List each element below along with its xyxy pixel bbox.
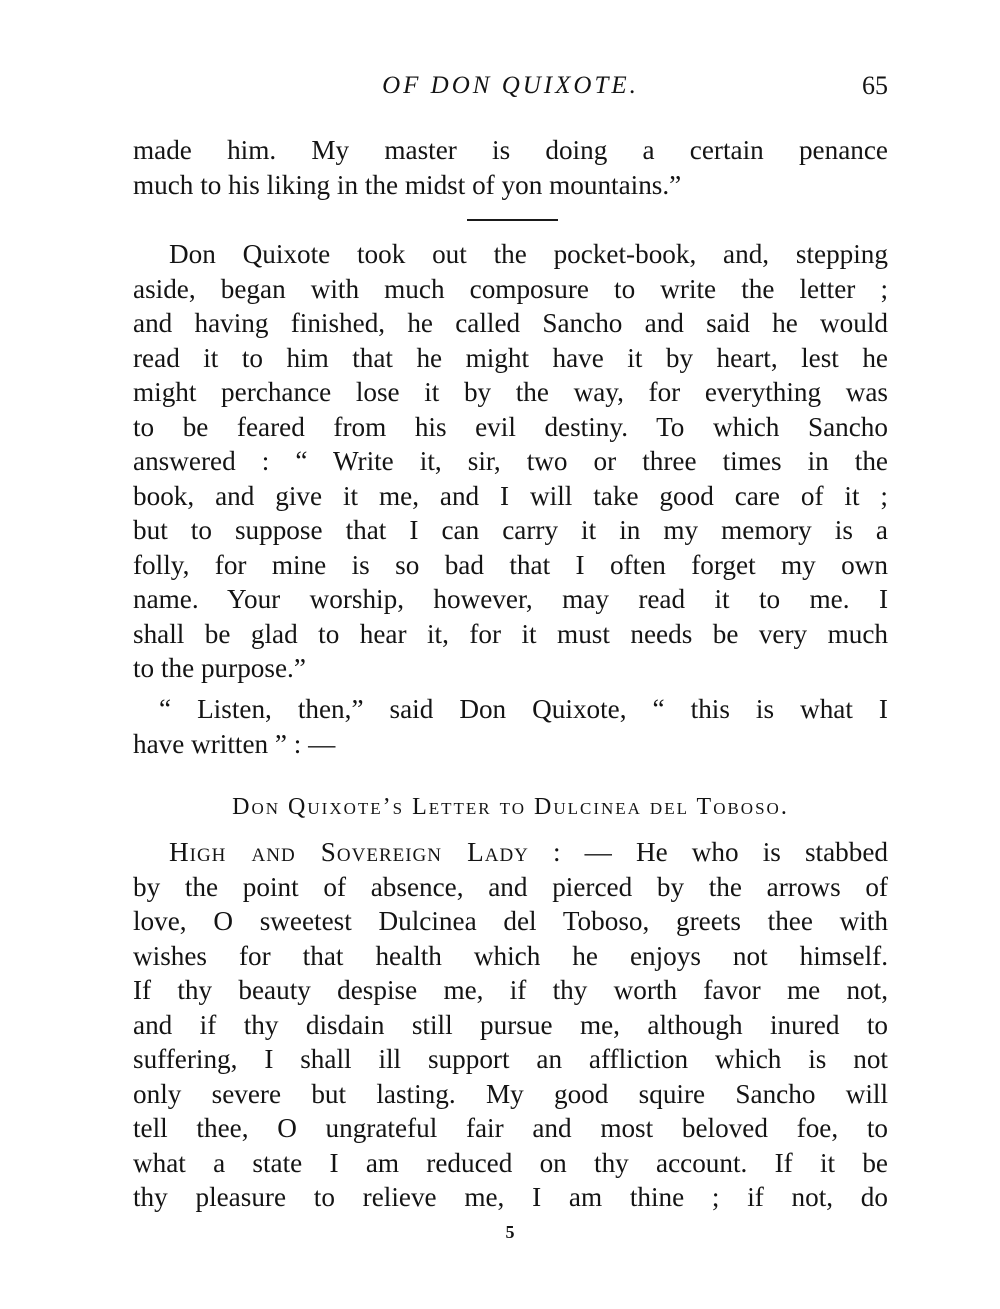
page-number: 65 bbox=[862, 71, 888, 100]
text-line: what a state I am reduced on thy account. If it be bbox=[133, 1147, 888, 1178]
text-line: made him. My master is doing a certain penance bbox=[133, 135, 888, 165]
text-line: by the point of absence, and pierced by the arrows of bbox=[133, 871, 888, 902]
text-line: much to his liking in the midst of yon mountains.” bbox=[133, 169, 682, 200]
letter-first-line bbox=[133, 835, 888, 870]
text-line: and if thy disdain still pursue me, although inured to bbox=[133, 1009, 888, 1040]
letter-body bbox=[133, 835, 888, 1215]
text-line: only severe but lasting. My good squire Sancho will bbox=[133, 1078, 888, 1109]
text-line: suffering, I shall ill support an affliction which is not bbox=[133, 1044, 888, 1074]
text-line: “ Listen, then,” said Don Quixote, “ this is what I bbox=[159, 694, 888, 724]
text-line: have written ” : — bbox=[133, 728, 336, 759]
text-line: If thy beauty despise me, if thy worth favor me not, bbox=[133, 975, 888, 1005]
paragraph-continued bbox=[133, 133, 888, 202]
text-line: tell thee, O ungrateful fair and most beloved foe, to bbox=[133, 1113, 888, 1143]
text-line: thy pleasure to relieve me, I am thine ; if not, do bbox=[133, 1182, 888, 1212]
text-line: answered : “ Write it, sir, two or three times in the bbox=[133, 446, 888, 476]
text-line: name. Your worship, however, may read it to me. I bbox=[133, 584, 888, 614]
text-line: shall be glad to hear it, for it must needs be very much bbox=[133, 618, 888, 649]
text-line: aside, began with much composure to write the letter ; bbox=[133, 273, 888, 304]
text-line: book, and give it me, and I will take good care of it ; bbox=[133, 480, 888, 511]
paragraph-listen bbox=[133, 692, 888, 761]
text-line: but to suppose that I can carry it in my memory is a bbox=[133, 515, 888, 545]
text-line: to be feared from his evil destiny. To which Sancho bbox=[133, 411, 888, 442]
section-divider bbox=[467, 219, 558, 221]
paragraph-letter-intro bbox=[133, 237, 888, 686]
text-line: read it to him that he might have it by heart, lest he bbox=[133, 342, 888, 373]
signature-mark: 5 bbox=[505, 1222, 515, 1242]
letter-first-line-text: : — He who is stabbed bbox=[528, 837, 888, 867]
text-line: wishes for that health which he enjoys not himself. bbox=[133, 940, 888, 971]
text-line: folly, for mine is so bad that I often forget my own bbox=[133, 549, 888, 580]
text-line: and having finished, he called Sancho and said he would bbox=[133, 308, 888, 338]
salutation: High and Sovereign Lady bbox=[169, 837, 529, 867]
text-line: love, O sweetest Dulcinea del Toboso, greets thee with bbox=[133, 906, 888, 936]
text-line: to the purpose.” bbox=[133, 653, 306, 683]
running-title: OF DON QUIXOTE. bbox=[382, 72, 639, 99]
running-head bbox=[133, 66, 888, 106]
text-line: might perchance lose it by the way, for everything was bbox=[133, 377, 888, 407]
text-line: Don Quixote took out the pocket-book, and, stepping bbox=[169, 239, 888, 269]
letter-heading: Don Quixote’s Letter to Dulcinea del Toboso. bbox=[232, 794, 789, 820]
